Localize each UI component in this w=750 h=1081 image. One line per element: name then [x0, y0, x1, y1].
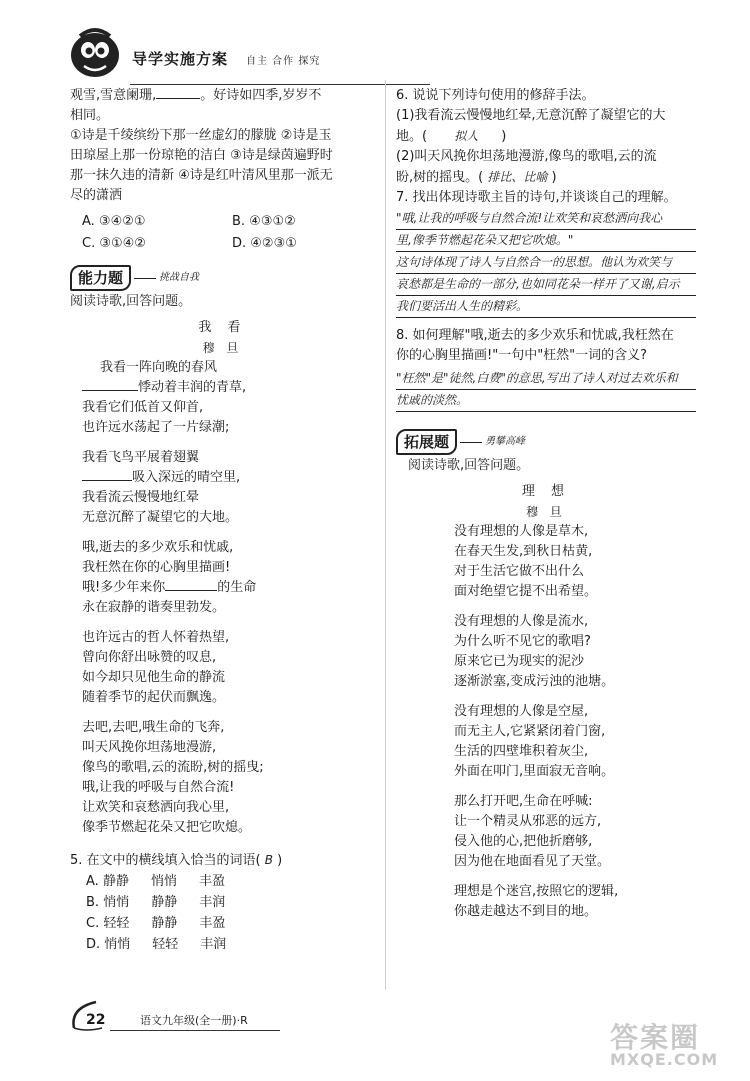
- poem-line: 在春天生发,到秋日枯黄,: [454, 544, 593, 559]
- watermark-url: MXQE.COM: [610, 1050, 719, 1069]
- poem-line: 侵入他的心,把他折磨够,: [454, 834, 593, 849]
- intro-option-line: 那一抹久违的清新 ④诗是红叶清风里那一派无: [70, 168, 333, 183]
- section-title: 能力题: [70, 265, 131, 291]
- mascot-logo-icon: [66, 24, 124, 82]
- poem-line: 为什么听不见它的歌唱?: [454, 634, 591, 649]
- answer-line: 忧戚的淡然。: [396, 390, 696, 412]
- poem-stanza: [70, 358, 375, 438]
- answer-blank: [82, 390, 138, 391]
- poem-author: 穆 旦: [202, 341, 243, 355]
- answer-line: 里,像季节燃起花朵又把它吹熄。": [396, 230, 696, 252]
- poem-line: 也许远古的哲人怀着热望,: [82, 630, 230, 645]
- answer-blank: [165, 590, 217, 591]
- header-subtitle: 自主 合作 探究: [246, 56, 321, 67]
- q5-option: D. 悄悄 轻轻 丰润: [86, 937, 227, 952]
- poem-line: 永在寂静的谐奏里勃发。: [82, 600, 226, 615]
- poem-line: 外面在叩门,里面寂无音响。: [454, 764, 615, 779]
- poem-line: 我枉然在你的心胸里描画!: [82, 560, 231, 575]
- intro-option-line: ①诗是千绫缤纷下那一丝虚幻的朦胧 ②诗是玉: [70, 128, 332, 143]
- poem-line: 没有理想的人像是流水,: [454, 614, 589, 629]
- poem-line: 没有理想的人像是空屋,: [454, 704, 589, 719]
- task-instruction: 阅读诗歌,回答问题。: [70, 294, 192, 309]
- site-watermark: [610, 1016, 745, 1076]
- poem-line: 悸动着丰润的青草,: [70, 378, 375, 398]
- answer-q8: [396, 368, 696, 412]
- right-column: [396, 86, 696, 922]
- choice-option: B. ④③①②: [232, 214, 296, 229]
- intro-line-2: 相同。: [70, 108, 110, 123]
- poem-line: 哦,让我的呼吸与自然合流!: [82, 780, 235, 795]
- poem-line: 随着季节的起伏而飘逸。: [82, 690, 226, 705]
- question-8: 8. 如何理解"哦,逝去的多少欢乐和忧戚,我枉然在: [396, 328, 674, 343]
- footer-book-title: 语文九年级(全一册)·R: [140, 1014, 248, 1027]
- q5-option: A. 静静 悄悄 丰盈: [86, 874, 225, 889]
- watermark-logo: 答案圈: [610, 1021, 701, 1054]
- poem-stanza: [70, 448, 375, 528]
- poem-line: 而无主人,它紧紧闭着门窗,: [454, 724, 606, 739]
- poem-line: 吸入深远的晴空里,: [70, 468, 375, 488]
- poem-line: 因为他在地面看见了天堂。: [454, 854, 611, 869]
- column-divider: [385, 80, 386, 990]
- poem-line: 哦!多少年来你 的生命: [82, 580, 257, 595]
- answer-q6-2: 排比、比喻: [487, 170, 548, 184]
- poem-line: 原来它已为现实的泥沙: [454, 654, 585, 669]
- poem-line: 我看流云慢慢地红晕: [82, 490, 200, 505]
- poem-line: 像季节燃起花朵又把它吹熄。: [82, 820, 252, 835]
- poem-line: 对于生活它做不出什么: [454, 564, 585, 579]
- answer-blank: [82, 480, 132, 481]
- question-6-2: (2)叫天风挽你坦荡地漫游,像鸟的歌唱,云的流: [396, 149, 657, 164]
- poem-stanza: [396, 522, 696, 602]
- question-8-cont: 你的心胸里描画!"一句中"枉然"一词的含义?: [396, 348, 648, 363]
- poem-line: 如今却只见他生命的静流: [82, 670, 226, 685]
- poem-author: 穆 旦: [526, 505, 566, 519]
- poem-line: 叫天风挽你坦荡地漫游,: [82, 740, 217, 755]
- q5-option: C. 轻轻 静静 丰盈: [86, 916, 226, 931]
- choice-option: D. ④②③①: [232, 236, 297, 251]
- choice-options: [82, 212, 375, 254]
- poem-line: 让欢笑和哀愁洒向我心里,: [82, 800, 230, 815]
- section-header-extension: [396, 428, 696, 456]
- answer-blank: [156, 98, 200, 99]
- question-5: 5. 在文中的横线填入恰当的词语( B ): [70, 853, 283, 868]
- section-title: 拓展题: [396, 429, 457, 455]
- intro-line-1: 观雪,雪意阑珊, 。好诗如四季,岁岁不: [70, 88, 322, 103]
- poem-line: 我看一阵向晚的春风: [100, 360, 218, 375]
- choice-option: A. ③④②①: [82, 214, 146, 229]
- intro-option-line: 田琼屋上那一份琼艳的洁白 ③诗是绿茵遍野时: [70, 148, 333, 163]
- poem-stanza: [70, 718, 375, 838]
- poem-title: 理 想: [521, 484, 571, 499]
- poem-line: 哦,逝去的多少欢乐和忧戚,: [82, 540, 234, 555]
- poem-line: 没有理想的人像是草木,: [454, 524, 589, 539]
- section-header-ability: [70, 264, 375, 292]
- footer-rule: [110, 1030, 280, 1031]
- poem-line: 也许远水荡起了一片绿潮;: [82, 420, 230, 435]
- poem-stanza: [396, 702, 696, 782]
- left-column: [70, 86, 375, 955]
- q5-option: B. 悄悄 静静 丰润: [86, 895, 226, 910]
- poem-title: 我 看: [198, 320, 247, 335]
- poem-stanza: [396, 792, 696, 872]
- answer-line: "枉然"是"徒然,白费"的意思,写出了诗人对过去欢乐和: [396, 368, 696, 390]
- answer-line: 哀愁都是生命的一部分,也如同花朵一样开了又谢,启示: [396, 274, 696, 296]
- task-instruction: 阅读诗歌,回答问题。: [408, 458, 530, 473]
- poem-line: 去吧,去吧,哦生命的飞奔,: [82, 720, 225, 735]
- poem-wokan: [70, 318, 375, 838]
- poem-line: 让一个精灵从邪恶的远方,: [454, 814, 602, 829]
- poem-line: 你越走越达不到目的地。: [454, 904, 598, 919]
- section-dash: [460, 442, 482, 443]
- page-number: 22: [86, 1012, 106, 1028]
- answer-line: "哦,让我的呼吸与自然合流!让欢笑和哀愁洒向我心: [396, 208, 696, 230]
- poem-stanza: [70, 538, 375, 618]
- poem-line: 那么打开吧,生命在呼喊:: [454, 794, 593, 809]
- section-dash: [134, 278, 156, 279]
- question-6-2b: 盼,树的摇曳。( 排比、比喻 ): [396, 170, 557, 185]
- poem-stanza: [70, 628, 375, 708]
- question-7: 7. 找出体现诗歌主旨的诗句,并谈谈自己的理解。: [396, 190, 677, 205]
- poem-line: 生活的四壁堆积着灰尘,: [454, 744, 589, 759]
- poem-line: 像鸟的歌唱,云的流盼,树的摇曳;: [82, 760, 264, 775]
- poem-stanza: [396, 882, 696, 922]
- intro-option-line: 尽的潇洒: [70, 188, 123, 203]
- poem-line: 我看它们低首又仰首,: [82, 400, 204, 415]
- answer-line: 这句诗体现了诗人与自然合一的思想。他认为欢笑与: [396, 252, 696, 274]
- poem-line: 逐渐淤塞,变成污浊的池塘。: [454, 674, 615, 689]
- q5-options: [86, 871, 375, 955]
- poem-stanza: [396, 612, 696, 692]
- poem-lixiang: [396, 482, 696, 922]
- question-6-1: (1)我看流云慢慢地红晕,无意沉醉了凝望它的大: [396, 108, 666, 123]
- section-motto: 挑战自我: [159, 272, 200, 283]
- poem-line: 我看飞鸟平展着翅翼: [82, 450, 200, 465]
- answer-line: 我们要活出人生的精彩。: [396, 296, 696, 318]
- answer-q5: B: [264, 853, 273, 867]
- poem-line: 无意沉醉了凝望它的大地。: [82, 510, 239, 525]
- question-6-1b: 地。( 拟人 ): [396, 126, 696, 147]
- poem-line: 理想是个迷宫,按照它的逻辑,: [454, 884, 619, 899]
- poem-line: 面对绝望它提不出希望。: [454, 584, 598, 599]
- question-6: 6. 说说下列诗句使用的修辞手法。: [396, 88, 595, 103]
- choice-option: C. ③①④②: [82, 236, 146, 251]
- section-motto: 勇攀高峰: [485, 436, 526, 447]
- header-title: 导学实施方案: [132, 50, 229, 68]
- page-header: [60, 22, 700, 86]
- answer-q7: [396, 208, 696, 318]
- answer-q6-1: 拟人: [454, 129, 479, 143]
- poem-line: 曾向你舒出咏赞的叹息,: [82, 650, 217, 665]
